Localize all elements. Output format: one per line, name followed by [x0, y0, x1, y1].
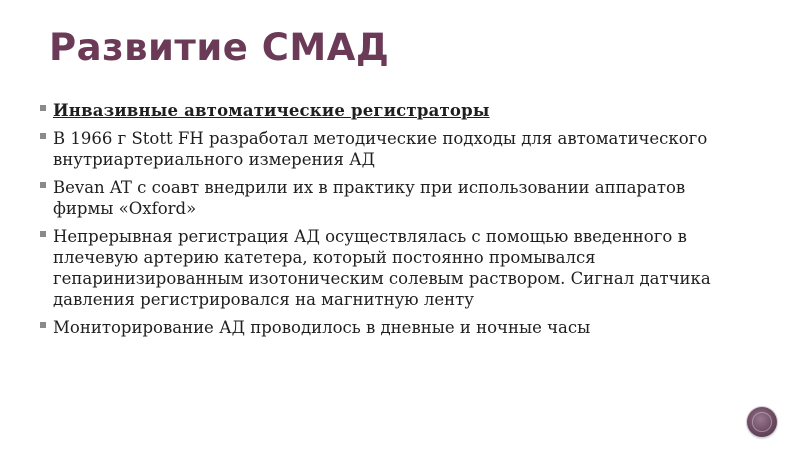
- circle-icon: [752, 412, 772, 432]
- square-bullet-icon: [40, 182, 46, 188]
- square-bullet-icon: [40, 133, 46, 139]
- bullet-item: [40, 317, 720, 338]
- square-bullet-icon: [40, 231, 46, 237]
- bullet-item: [40, 100, 720, 121]
- bullet-text: Инвазивные автоматические регистраторы: [53, 101, 490, 120]
- square-bullet-icon: [40, 322, 46, 328]
- bullet-text: Мониторирование АД проводилось в дневные и ночные часы: [53, 318, 591, 337]
- bullet-item: [40, 128, 720, 170]
- slide-nav-button[interactable]: [747, 407, 777, 437]
- bullet-text: В 1966 г Stott FH разработал методические подходы для автоматического внутриартериального измерения АД: [53, 129, 708, 169]
- bullet-text: Непрерывная регистрация АД осуществлялась с помощью введенного в плечевую артерию катетера, который постоянно промывался гепаринизированным изотоническим солевым раствором. Сигнал датчика давления регистрировался на магнитную ленту: [53, 227, 711, 309]
- bullet-item: [40, 177, 720, 219]
- bullet-item: [40, 226, 720, 310]
- bullet-text: Bevan AT с соавт внедрили их в практику при использовании аппаратов фирмы «Oxford»: [53, 178, 686, 218]
- square-bullet-icon: [40, 105, 46, 111]
- bullet-list: [40, 100, 720, 345]
- slide-title: Развитие СМАД: [49, 26, 390, 69]
